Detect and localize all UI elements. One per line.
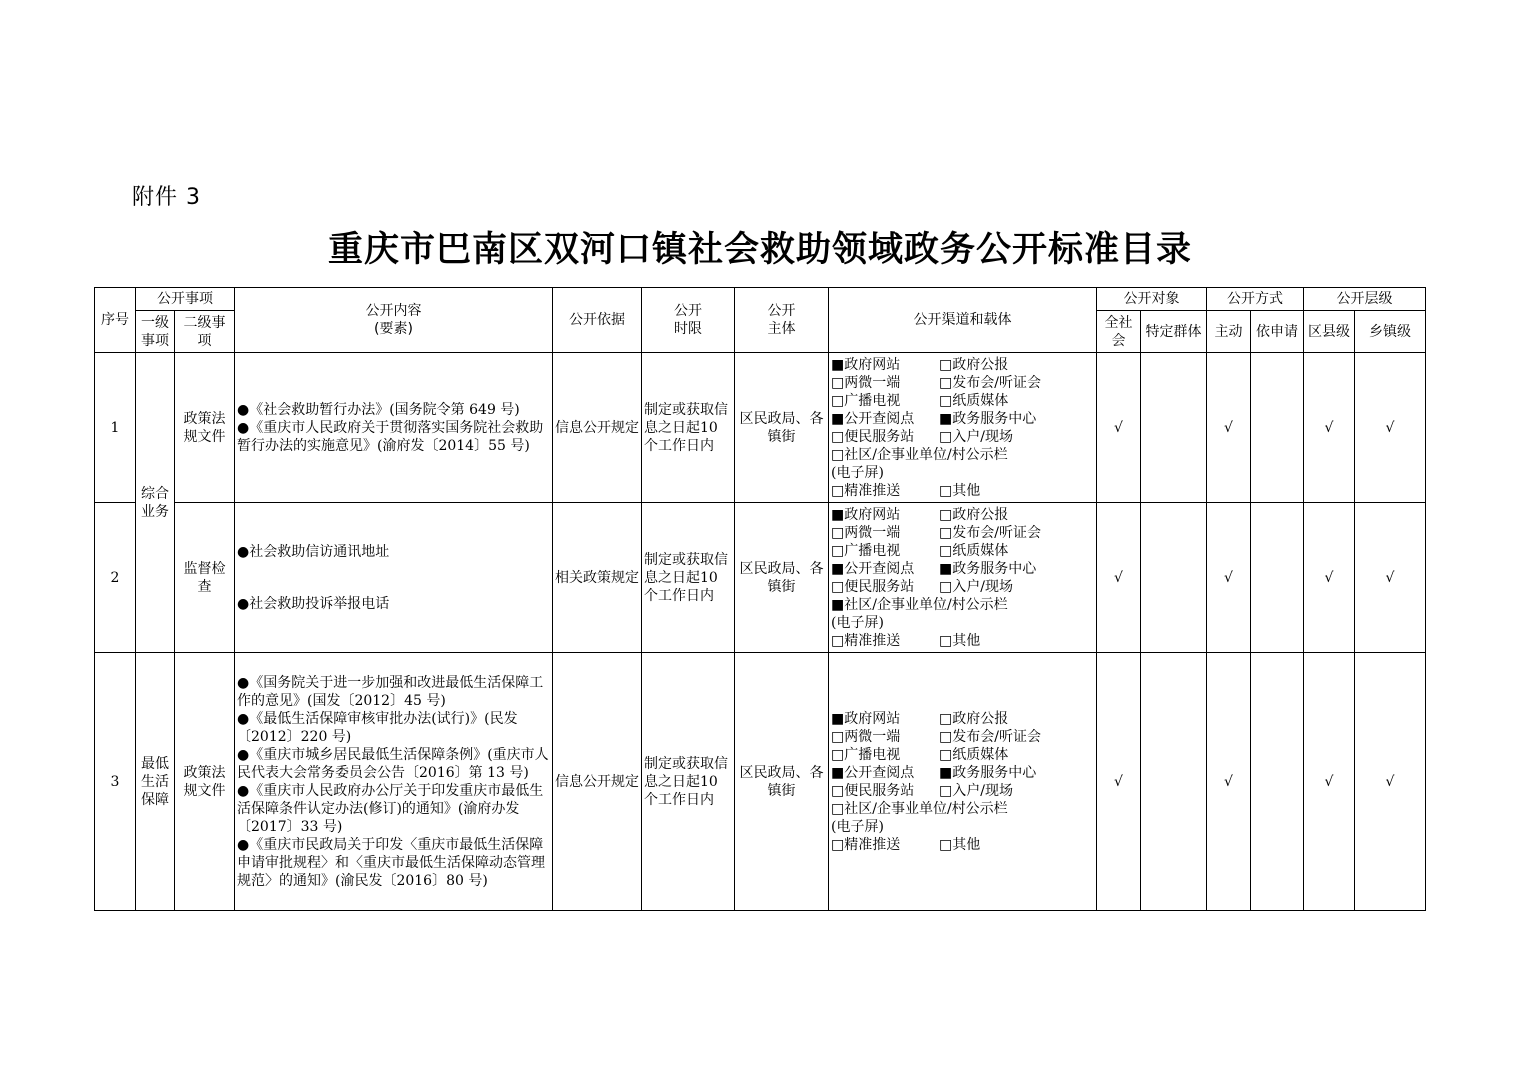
header-object-group: 公开对象 [1097,288,1207,311]
row-level1: 综合业务 [136,353,175,653]
row-town: √ [1355,653,1426,911]
row-time-limit: 制定或获取信息之日起10 个工作日内 [642,503,735,653]
row-seq: 1 [95,353,136,503]
channel-item: □纸质媒体 [939,542,1009,559]
table-row [95,353,1426,503]
row-channels [829,503,1097,653]
row-specific-group [1141,503,1207,653]
channel-item: ■政府网站 [831,710,901,727]
content-item: ●《社会救助暂行办法》(国务院令第 649 号) [237,401,520,418]
row-district: √ [1304,653,1355,911]
channel-item: □纸质媒体 [939,746,1009,763]
channel-item: □精准推送 [831,482,901,499]
channel-item: ■政务服务中心 [939,764,1037,781]
channel-item: ■公开查阅点 [831,560,915,577]
header-row-1 [95,288,1426,311]
row-on-request [1251,503,1304,653]
row-subject: 区民政局、各镇街 [735,503,829,653]
row-on-request [1251,353,1304,503]
row-district: √ [1304,353,1355,503]
channel-item: □精准推送 [831,836,901,853]
channel-item: □广播电视 [831,542,901,559]
header-level2: 二级事项 [175,311,235,353]
row-basis: 信息公开规定 [553,653,642,911]
row-level2: 政策法规文件 [175,653,235,911]
channel-item: □入户/现场 [939,428,1013,445]
channel-item: □其他 [939,632,981,649]
channel-item: ■公开查阅点 [831,410,915,427]
header-channels: 公开渠道和载体 [829,288,1097,353]
header-items-group: 公开事项 [136,288,235,311]
content-item: ●社会救助投诉举报电话 [237,595,390,612]
row-town: √ [1355,503,1426,653]
row-active: √ [1207,653,1251,911]
channel-item: □其他 [939,482,981,499]
row-on-request [1251,653,1304,911]
channel-item: □广播电视 [831,746,901,763]
header-level-group: 公开层级 [1304,288,1426,311]
header-level1: 一级事项 [136,311,175,353]
channel-item: □精准推送 [831,632,901,649]
content-item: ●《重庆市城乡居民最低生活保障条例》(重庆市人民代表大会常务委员会公告〔2016〕第 13 号) ●《重庆市人民政府办公厅关于印发重庆市最低生活保障条件认定办法(修订)的通知》(渝府办发〔2017〕33 号) [237,746,599,835]
channel-item: (电子屏) [831,614,884,631]
channel-item: □发布会/听证会 [939,524,1041,541]
header-basis: 公开依据 [553,288,642,353]
channel-item: □入户/现场 [939,578,1013,595]
channel-item: □两微一端 [831,374,901,391]
table-row [95,653,1426,911]
header-district: 区县级 [1304,311,1355,353]
row-all-society: √ [1097,653,1141,911]
channel-item: ■政府网站 [831,356,901,373]
header-time-limit: 公开 时限 [642,288,735,353]
channel-item: □发布会/听证会 [939,728,1041,745]
row-level1: 最低生活保障 [136,653,175,911]
attachment-label: 附件 3 [132,185,201,210]
row-basis: 信息公开规定 [553,353,642,503]
header-method-group: 公开方式 [1207,288,1304,311]
header-on-request: 依申请 [1251,311,1304,353]
channel-item: ■政府网站 [831,506,901,523]
row-channels [829,353,1097,503]
catalog-table [94,287,1426,911]
channel-item: □两微一端 [831,728,901,745]
channel-item: □纸质媒体 [939,392,1009,409]
row-all-society: √ [1097,353,1141,503]
row-district: √ [1304,503,1355,653]
channel-item: ■公开查阅点 [831,764,915,781]
content-item: ●《国务院关于进一步加强和改进最低生活保障工作的意见》(国发〔2012〕45 号) [237,674,544,709]
channel-item: □社区/企事业单位/村公示栏 [831,446,1008,463]
page-title: 重庆市巴南区双河口镇社会救助领域政务公开标准目录 [327,229,1192,270]
row-active: √ [1207,353,1251,503]
header-town: 乡镇级 [1355,311,1426,353]
row-specific-group [1141,353,1207,503]
row-subject: 区民政局、各镇街 [735,653,829,911]
channel-item: (电子屏) [831,818,884,835]
content-item: ●《重庆市人民政府关于贯彻落实国务院社会救助暂行办法的实施意见》(渝府发〔2014〕55 号) [237,419,544,454]
header-subject: 公开 主体 [735,288,829,353]
table-row [95,503,1426,653]
channel-item: □两微一端 [831,524,901,541]
channel-item: ■社区/企事业单位/村公示栏 [831,596,1008,613]
row-channels [829,653,1097,911]
row-time-limit: 制定或获取信息之日起10 个工作日内 [642,653,735,911]
header-seq: 序号 [95,288,136,353]
header-all-society: 全社会 [1097,311,1141,353]
content-item: ●《最低生活保障审核审批办法(试行)》(民发〔2012〕220 号) [237,710,518,745]
row-content [235,353,553,503]
channel-item: □发布会/听证会 [939,374,1041,391]
channel-item: □政府公报 [939,356,1009,373]
channel-item: (电子屏) [831,464,884,481]
channel-item: □便民服务站 [831,578,915,595]
content-item: ●社会救助信访通讯地址 [237,543,390,560]
row-time-limit: 制定或获取信息之日起10 个工作日内 [642,353,735,503]
header-content: 公开内容 (要素) [235,288,553,353]
row-basis: 相关政策规定 [553,503,642,653]
row-all-society: √ [1097,503,1141,653]
channel-item: □政府公报 [939,710,1009,727]
row-seq: 2 [95,503,136,653]
channel-item: □社区/企事业单位/村公示栏 [831,800,1008,817]
row-seq: 3 [95,653,136,911]
content-item: ●《重庆市民政局关于印发〈重庆市最低生活保障申请审批规程〉和〈重庆市最低生活保障动态管理规范〉的通知》(渝民发〔2016〕80 号) [237,836,545,889]
channel-item: □广播电视 [831,392,901,409]
channel-item: ■政务服务中心 [939,410,1037,427]
row-town: √ [1355,353,1426,503]
header-specific-group: 特定群体 [1141,311,1207,353]
row-level2: 监督检查 [175,503,235,653]
channel-item: □其他 [939,836,981,853]
channel-item: ■政务服务中心 [939,560,1037,577]
row-content [235,503,553,653]
header-active: 主动 [1207,311,1251,353]
channel-item: □政府公报 [939,506,1009,523]
channel-item: □便民服务站 [831,782,915,799]
channel-item: □入户/现场 [939,782,1013,799]
row-active: √ [1207,503,1251,653]
row-subject: 区民政局、各镇街 [735,353,829,503]
row-specific-group [1141,653,1207,911]
channel-item: □便民服务站 [831,428,915,445]
row-level2: 政策法规文件 [175,353,235,503]
